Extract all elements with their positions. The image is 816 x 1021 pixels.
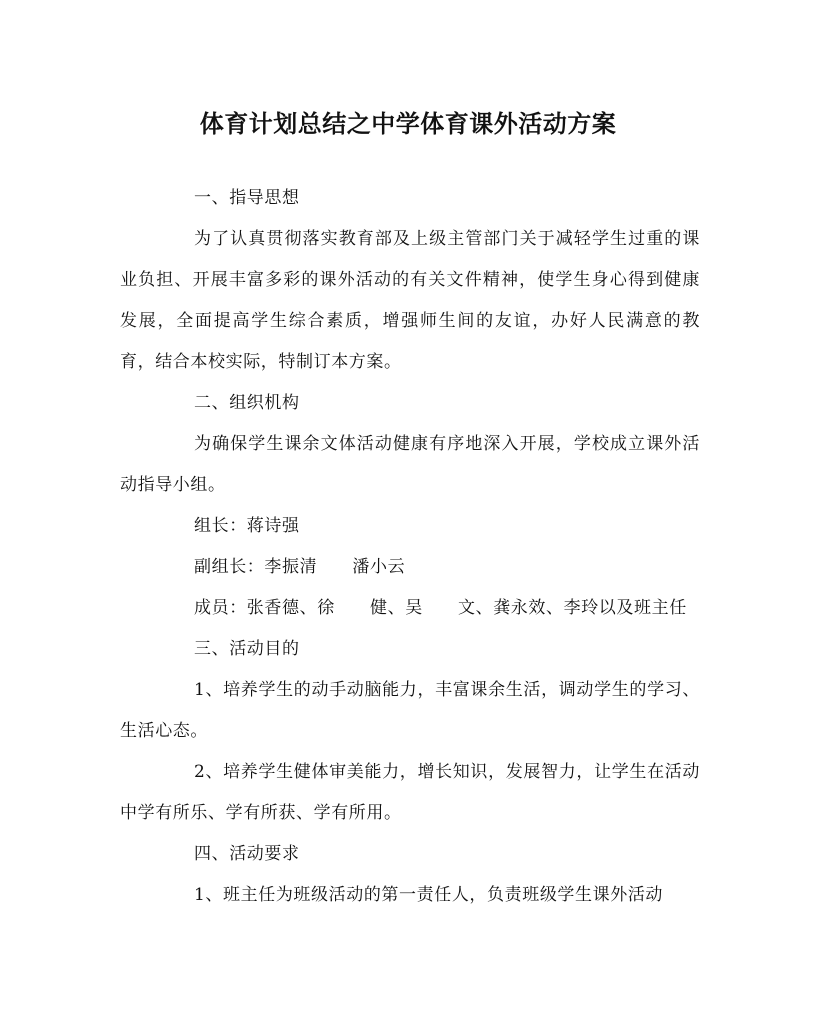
section-heading-requirements: 四、活动要求: [194, 844, 300, 864]
deputy-leader-line: 副组长：李振清 潘小云: [194, 557, 406, 577]
team-leader-line: 组长：蒋诗强: [194, 516, 300, 536]
purpose-item-2: 2、培养学生健体审美能力，增长知识，发展智力，让学生在活动中学有所乐、学有所获、学有所用。: [120, 762, 700, 823]
paragraph-organization: 为确保学生课余文体活动健康有序地深入开展，学校成立课外活动指导小组。: [120, 434, 700, 495]
purpose-item-1: 1、培养学生的动手动脑能力，丰富课余生活，调动学生的学习、生活心态。: [120, 680, 700, 741]
requirement-item-1: 1、班主任为班级活动的第一责任人，负责班级学生课外活动: [194, 885, 664, 905]
paragraph-guiding-ideology: 为了认真贯彻落实教育部及上级主管部门关于减轻学生过重的课业负担、开展丰富多彩的课外活动的有关文件精神，使学生身心得到健康发展，全面提高学生综合素质，增强师生间的友谊，办好人民满意的教育，结合本校实际，特制订本方案。: [120, 229, 700, 372]
members-line: 成员：张香德、徐 健、吴 文、龚永效、李玲以及班主任: [194, 598, 687, 618]
document-body: [120, 178, 700, 916]
document-title: 体育计划总结之中学体育课外活动方案: [199, 109, 617, 138]
section-heading-organization: 二、组织机构: [194, 393, 300, 413]
section-heading-purpose: 三、活动目的: [194, 639, 300, 659]
section-heading-guiding-ideology: 一、指导思想: [194, 188, 300, 208]
